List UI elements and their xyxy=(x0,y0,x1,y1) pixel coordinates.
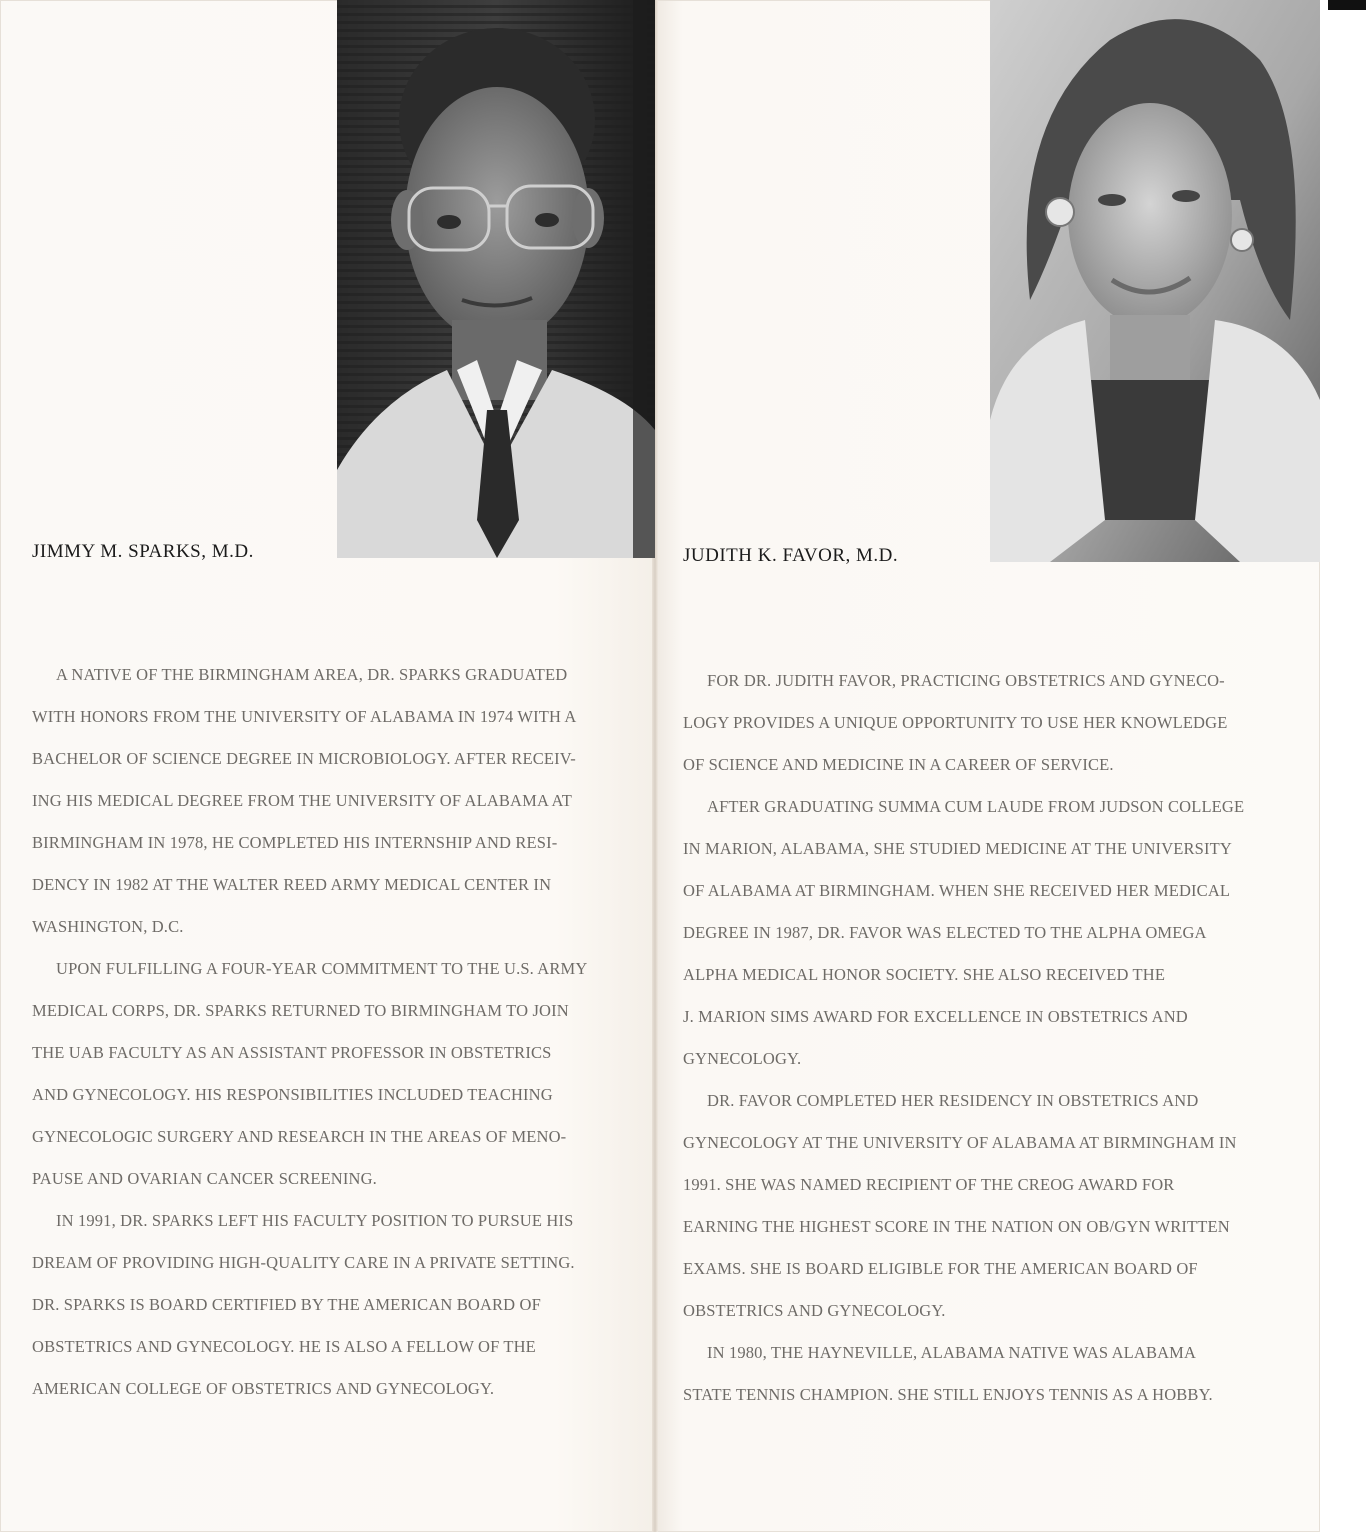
bio-line: BACHELOR OF SCIENCE DEGREE IN MICROBIOLOGY. AFTER RECEIV- xyxy=(32,749,576,768)
bio-line: BIRMINGHAM IN 1978, HE COMPLETED HIS INTERNSHIP AND RESI- xyxy=(32,833,558,852)
bio-line: MEDICAL CORPS, DR. SPARKS RETURNED TO BIRMINGHAM TO JOIN xyxy=(32,1001,569,1020)
bio-line: THE UAB FACULTY AS AN ASSISTANT PROFESSOR IN OBSTETRICS xyxy=(32,1043,552,1062)
bio-line: STATE TENNIS CHAMPION. SHE STILL ENJOYS TENNIS AS A HOBBY. xyxy=(683,1385,1213,1404)
bio-line: PAUSE AND OVARIAN CANCER SCREENING. xyxy=(32,1169,377,1188)
bio-line: IN 1980, THE HAYNEVILLE, ALABAMA NATIVE WAS ALABAMA xyxy=(707,1343,1197,1362)
bio-line: J. MARION SIMS AWARD FOR EXCELLENCE IN OBSTETRICS AND xyxy=(683,1007,1188,1026)
bio-line: A NATIVE OF THE BIRMINGHAM AREA, DR. SPARKS GRADUATED xyxy=(56,665,568,684)
doctor-name-favor: JUDITH K. FAVOR, M.D. xyxy=(683,545,899,566)
bio-line: EARNING THE HIGHEST SCORE IN THE NATION ON OB/GYN WRITTEN xyxy=(683,1217,1230,1236)
bio-line: IN MARION, ALABAMA, SHE STUDIED MEDICINE AT THE UNIVERSITY xyxy=(683,839,1232,858)
bio-line: AFTER GRADUATING SUMMA CUM LAUDE FROM JUDSON COLLEGE xyxy=(707,797,1245,816)
bio-line: ING HIS MEDICAL DEGREE FROM THE UNIVERSITY OF ALABAMA AT xyxy=(32,791,572,810)
doctor-name-sparks: JIMMY M. SPARKS, M.D. xyxy=(32,541,254,562)
bio-line: OBSTETRICS AND GYNECOLOGY. HE IS ALSO A FELLOW OF THE xyxy=(32,1337,536,1356)
bio-line: IN 1991, DR. SPARKS LEFT HIS FACULTY POSITION TO PURSUE HIS xyxy=(56,1211,574,1230)
bio-line: FOR DR. JUDITH FAVOR, PRACTICING OBSTETRICS AND GYNECO- xyxy=(707,671,1225,690)
bio-line: LOGY PROVIDES A UNIQUE OPPORTUNITY TO USE HER KNOWLEDGE xyxy=(683,713,1228,732)
bio-line: AMERICAN COLLEGE OF OBSTETRICS AND GYNECOLOGY. xyxy=(32,1379,495,1398)
bio-line: 1991. SHE WAS NAMED RECIPIENT OF THE CREOG AWARD FOR xyxy=(683,1175,1175,1194)
scan-margin xyxy=(1320,0,1366,1536)
sparks-biography xyxy=(32,654,652,1410)
bio-line: ALPHA MEDICAL HONOR SOCIETY. SHE ALSO RECEIVED THE xyxy=(683,965,1166,984)
bio-line: UPON FULFILLING A FOUR-YEAR COMMITMENT TO THE U.S. ARMY xyxy=(56,959,588,978)
bio-line: OF SCIENCE AND MEDICINE IN A CAREER OF SERVICE. xyxy=(683,755,1114,774)
bio-line: EXAMS. SHE IS BOARD ELIGIBLE FOR THE AMERICAN BOARD OF xyxy=(683,1259,1198,1278)
bio-line: DEGREE IN 1987, DR. FAVOR WAS ELECTED TO THE ALPHA OMEGA xyxy=(683,923,1207,942)
bio-line: GYNECOLOGY AT THE UNIVERSITY OF ALABAMA AT BIRMINGHAM IN xyxy=(683,1133,1237,1152)
sparks-portrait-photo xyxy=(337,0,655,558)
bio-line: AND GYNECOLOGY. HIS RESPONSIBILITIES INCLUDED TEACHING xyxy=(32,1085,553,1104)
bio-line: WASHINGTON, D.C. xyxy=(32,917,184,936)
bio-line: OBSTETRICS AND GYNECOLOGY. xyxy=(683,1301,946,1320)
bio-line: GYNECOLOGY. xyxy=(683,1049,802,1068)
favor-portrait-photo xyxy=(990,0,1320,562)
bio-line: DREAM OF PROVIDING HIGH-QUALITY CARE IN A PRIVATE SETTING. xyxy=(32,1253,575,1272)
bio-line: DENCY IN 1982 AT THE WALTER REED ARMY MEDICAL CENTER IN xyxy=(32,875,552,894)
bio-line: DR. FAVOR COMPLETED HER RESIDENCY IN OBSTETRICS AND xyxy=(707,1091,1199,1110)
bio-line: DR. SPARKS IS BOARD CERTIFIED BY THE AMERICAN BOARD OF xyxy=(32,1295,541,1314)
scan-corner-mark xyxy=(1328,0,1366,10)
bio-line: WITH HONORS FROM THE UNIVERSITY OF ALABAMA IN 1974 WITH A xyxy=(32,707,577,726)
bio-line: OF ALABAMA AT BIRMINGHAM. WHEN SHE RECEIVED HER MEDICAL xyxy=(683,881,1231,900)
bio-line: GYNECOLOGIC SURGERY AND RESEARCH IN THE AREAS OF MENO- xyxy=(32,1127,567,1146)
favor-biography xyxy=(683,660,1311,1416)
